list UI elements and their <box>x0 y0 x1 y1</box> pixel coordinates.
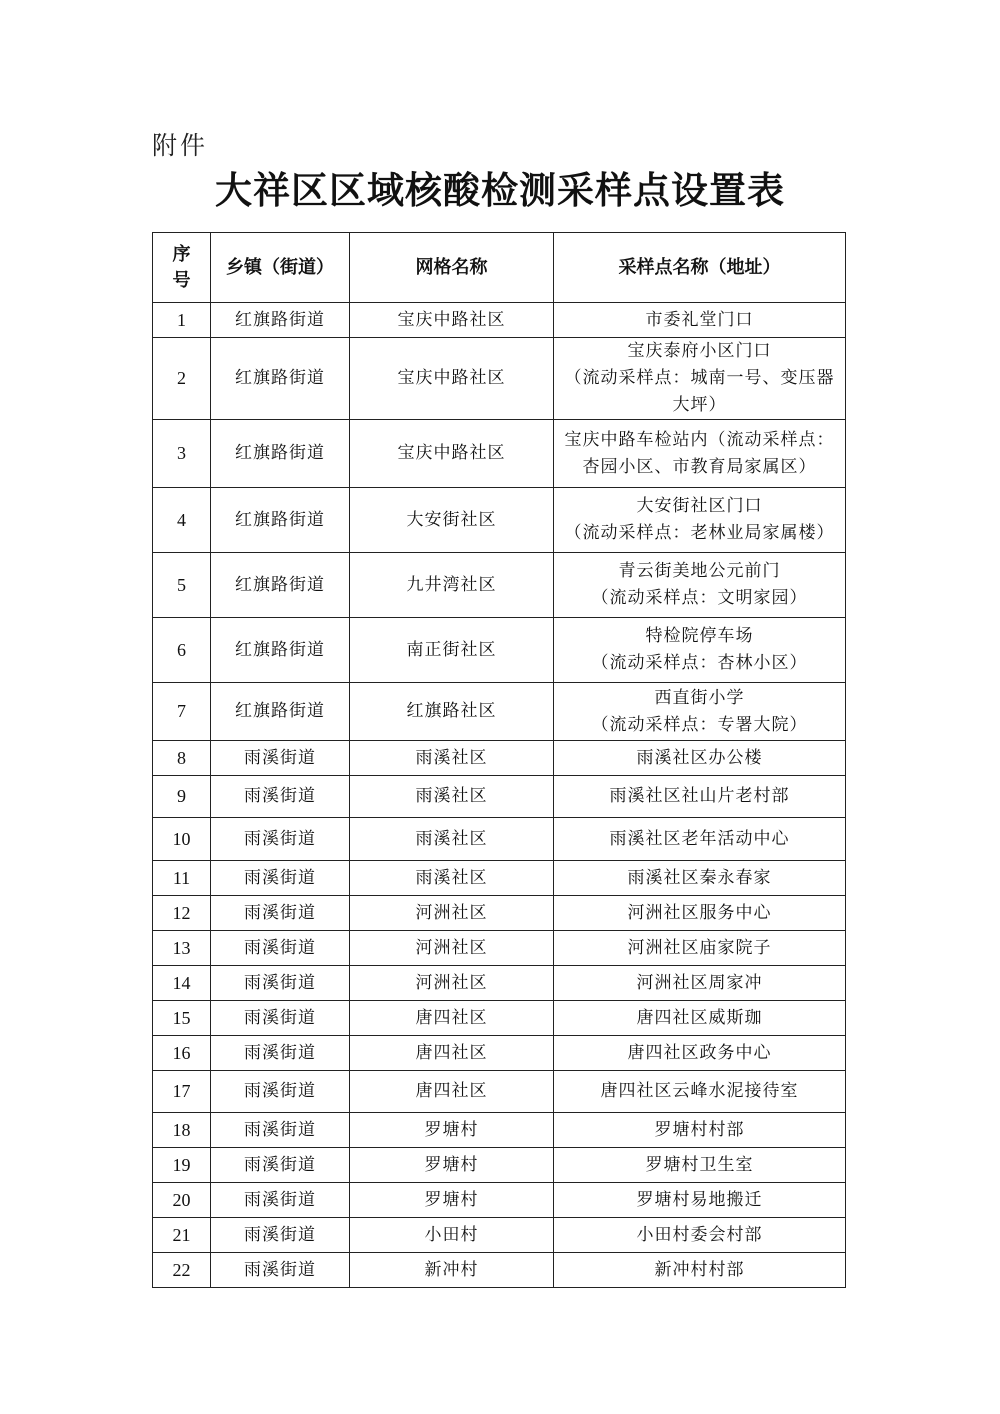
cell-grid: 河洲社区 <box>350 966 554 1001</box>
site-line: 市委礼堂门口 <box>645 309 754 330</box>
cell-seq: 16 <box>153 1036 211 1071</box>
cell-site <box>554 1113 846 1148</box>
cell-site <box>554 1036 846 1071</box>
site-line: （流动采样点：老林业局家属楼） <box>564 523 835 543</box>
cell-town: 雨溪街道 <box>211 1218 350 1253</box>
cell-seq: 19 <box>153 1148 211 1183</box>
site-line: 罗塘村村部 <box>654 1119 745 1140</box>
cell-seq: 3 <box>153 420 211 488</box>
site-line: 唐四社区政务中心 <box>627 1042 772 1063</box>
cell-town: 红旗路街道 <box>211 338 350 420</box>
cell-site <box>554 618 846 683</box>
table-row <box>153 303 846 338</box>
cell-seq: 20 <box>153 1183 211 1218</box>
cell-seq: 22 <box>153 1253 211 1288</box>
table-row <box>153 1183 846 1218</box>
sampling-site-table <box>152 232 846 1288</box>
cell-town: 雨溪街道 <box>211 931 350 966</box>
cell-grid: 河洲社区 <box>350 896 554 931</box>
cell-site <box>554 683 846 741</box>
site-line: 罗塘村卫生室 <box>645 1154 754 1175</box>
page-title: 大祥区区域核酸检测采样点设置表 <box>215 168 785 212</box>
site-line: 雨溪社区老年活动中心 <box>609 828 790 849</box>
site-line: 河洲社区庙家院子 <box>627 937 772 958</box>
table-row <box>153 966 846 1001</box>
cell-site <box>554 818 846 861</box>
cell-town: 雨溪街道 <box>211 1253 350 1288</box>
site-line: 罗塘村易地搬迁 <box>636 1189 763 1210</box>
table-row <box>153 553 846 618</box>
column-header-seq: 序 号 <box>153 233 211 303</box>
cell-town: 雨溪街道 <box>211 1036 350 1071</box>
column-header-town: 乡镇（街道） <box>211 233 350 303</box>
cell-grid: 南正街社区 <box>350 618 554 683</box>
cell-seq: 12 <box>153 896 211 931</box>
cell-town: 红旗路街道 <box>211 618 350 683</box>
cell-seq: 17 <box>153 1071 211 1113</box>
cell-grid: 雨溪社区 <box>350 818 554 861</box>
cell-town: 雨溪街道 <box>211 1113 350 1148</box>
cell-site <box>554 488 846 553</box>
cell-town: 红旗路街道 <box>211 683 350 741</box>
cell-grid: 新冲村 <box>350 1253 554 1288</box>
cell-seq: 14 <box>153 966 211 1001</box>
cell-site <box>554 338 846 420</box>
cell-town: 雨溪街道 <box>211 1183 350 1218</box>
table-row <box>153 861 846 896</box>
cell-site <box>554 1218 846 1253</box>
table-header-row <box>153 233 846 303</box>
cell-site <box>554 741 846 776</box>
cell-site <box>554 1001 846 1036</box>
cell-town: 雨溪街道 <box>211 966 350 1001</box>
cell-site <box>554 303 846 338</box>
table-row <box>153 338 846 420</box>
cell-town: 雨溪街道 <box>211 776 350 818</box>
cell-grid: 大安街社区 <box>350 488 554 553</box>
cell-town: 红旗路街道 <box>211 420 350 488</box>
site-line: 杏园小区、市教育局家属区） <box>582 456 817 477</box>
site-line: （流动采样点：专署大院） <box>591 714 808 735</box>
cell-seq: 15 <box>153 1001 211 1036</box>
table-row <box>153 1001 846 1036</box>
site-line: 河洲社区周家冲 <box>636 972 763 993</box>
cell-town: 雨溪街道 <box>211 1148 350 1183</box>
table-row <box>153 1071 846 1113</box>
site-line: 雨溪社区社山片老村部 <box>609 786 790 806</box>
cell-town: 雨溪街道 <box>211 861 350 896</box>
cell-site <box>554 861 846 896</box>
cell-grid: 宝庆中路社区 <box>350 303 554 338</box>
cell-grid: 唐四社区 <box>350 1036 554 1071</box>
cell-site <box>554 1148 846 1183</box>
table-row <box>153 741 846 776</box>
table-row <box>153 1113 846 1148</box>
cell-grid: 雨溪社区 <box>350 741 554 776</box>
cell-town: 雨溪街道 <box>211 896 350 931</box>
site-line: 特检院停车场 <box>645 626 754 646</box>
site-line: 唐四社区云峰水泥接待室 <box>600 1081 799 1101</box>
cell-seq: 10 <box>153 818 211 861</box>
cell-site <box>554 1071 846 1113</box>
cell-site <box>554 1253 846 1288</box>
cell-town: 红旗路街道 <box>211 488 350 553</box>
cell-town: 雨溪街道 <box>211 1071 350 1113</box>
cell-seq: 1 <box>153 303 211 338</box>
site-line: 大坪） <box>672 395 727 415</box>
cell-site <box>554 896 846 931</box>
cell-town: 雨溪街道 <box>211 741 350 776</box>
table-row <box>153 420 846 488</box>
cell-grid: 唐四社区 <box>350 1071 554 1113</box>
cell-town: 雨溪街道 <box>211 1001 350 1036</box>
cell-grid: 唐四社区 <box>350 1001 554 1036</box>
cell-seq: 9 <box>153 776 211 818</box>
cell-site <box>554 776 846 818</box>
table-row <box>153 1036 846 1071</box>
cell-seq: 2 <box>153 338 211 420</box>
cell-grid: 河洲社区 <box>350 931 554 966</box>
table-row <box>153 683 846 741</box>
table-row <box>153 1148 846 1183</box>
site-line: 雨溪社区办公楼 <box>636 747 763 768</box>
table-row <box>153 896 846 931</box>
table-row <box>153 618 846 683</box>
table-row <box>153 931 846 966</box>
site-line: （流动采样点：城南一号、变压器 <box>564 368 835 388</box>
site-line: 雨溪社区秦永春家 <box>627 867 772 888</box>
cell-seq: 4 <box>153 488 211 553</box>
site-line: 新冲村村部 <box>654 1259 745 1280</box>
site-line: （流动采样点：文明家园） <box>591 588 808 608</box>
column-header-grid: 网格名称 <box>350 233 554 303</box>
cell-grid: 雨溪社区 <box>350 776 554 818</box>
cell-seq: 11 <box>153 861 211 896</box>
cell-grid: 雨溪社区 <box>350 861 554 896</box>
cell-town: 雨溪街道 <box>211 818 350 861</box>
site-line: 唐四社区威斯珈 <box>636 1007 763 1028</box>
cell-seq: 5 <box>153 553 211 618</box>
cell-seq: 13 <box>153 931 211 966</box>
cell-site <box>554 1183 846 1218</box>
table-row <box>153 488 846 553</box>
table-row <box>153 1253 846 1288</box>
site-line: （流动采样点：杏林小区） <box>591 653 808 673</box>
site-line: 青云街美地公元前门 <box>618 561 781 581</box>
site-line: 西直街小学 <box>654 687 745 708</box>
cell-site <box>554 420 846 488</box>
cell-site <box>554 553 846 618</box>
column-header-site: 采样点名称（地址） <box>554 233 846 303</box>
table-row <box>153 818 846 861</box>
cell-seq: 6 <box>153 618 211 683</box>
site-line: 宝庆中路车检站内（流动采样点： <box>564 429 835 450</box>
cell-grid: 小田村 <box>350 1218 554 1253</box>
cell-seq: 21 <box>153 1218 211 1253</box>
site-line: 宝庆泰府小区门口 <box>627 341 772 361</box>
cell-town: 红旗路街道 <box>211 303 350 338</box>
site-line: 河洲社区服务中心 <box>627 902 772 923</box>
cell-grid: 宝庆中路社区 <box>350 420 554 488</box>
cell-seq: 18 <box>153 1113 211 1148</box>
table-row <box>153 1218 846 1253</box>
cell-site <box>554 966 846 1001</box>
cell-grid: 宝庆中路社区 <box>350 338 554 420</box>
cell-site <box>554 931 846 966</box>
cell-seq: 7 <box>153 683 211 741</box>
site-line: 大安街社区门口 <box>636 496 763 516</box>
table-row <box>153 776 846 818</box>
cell-town: 红旗路街道 <box>211 553 350 618</box>
attachment-label: 附件 <box>152 131 209 160</box>
cell-grid: 罗塘村 <box>350 1148 554 1183</box>
cell-seq: 8 <box>153 741 211 776</box>
cell-grid: 红旗路社区 <box>350 683 554 741</box>
site-line: 小田村委会村部 <box>636 1224 763 1245</box>
cell-grid: 罗塘村 <box>350 1183 554 1218</box>
cell-grid: 罗塘村 <box>350 1113 554 1148</box>
cell-grid: 九井湾社区 <box>350 553 554 618</box>
table-body <box>153 303 846 1288</box>
